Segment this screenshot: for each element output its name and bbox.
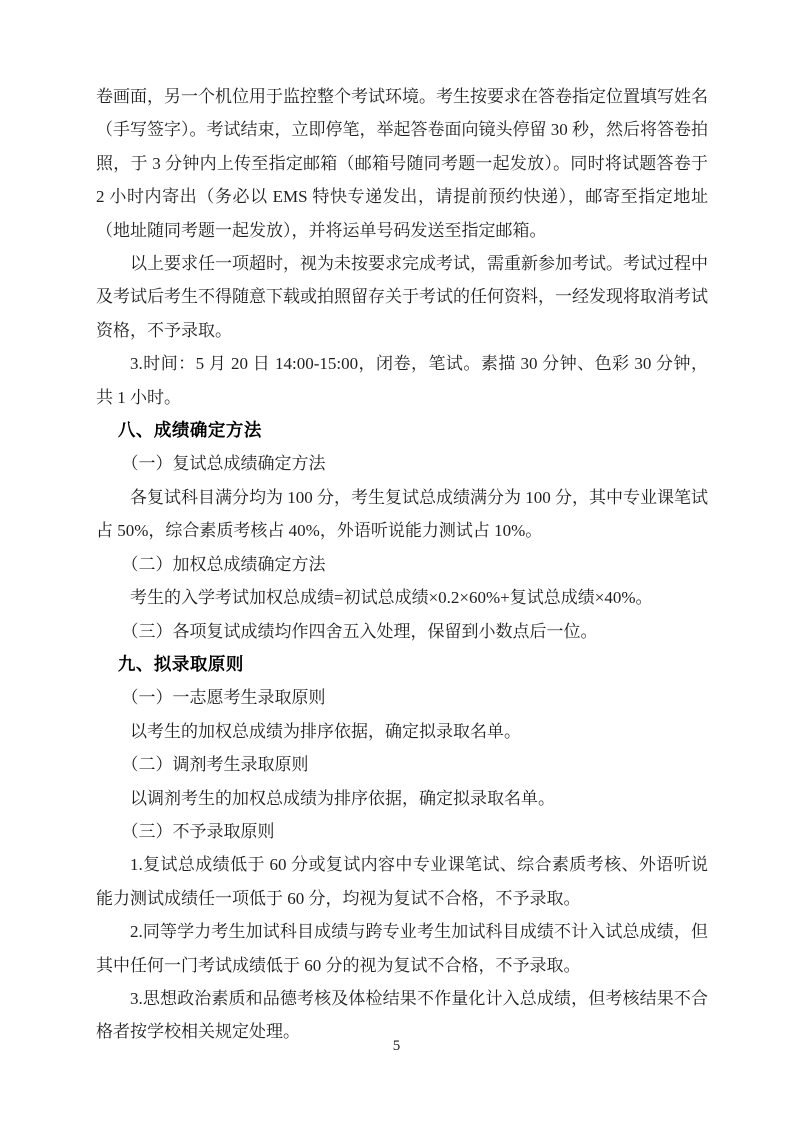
subsection-heading: （一）复试总成绩确定方法 — [121, 454, 326, 474]
paragraph: 以调剂考生的加权总成绩为排序依据，确定拟录取名单。 — [130, 788, 555, 808]
subsection-heading: （二）加权总成绩确定方法 — [121, 554, 326, 574]
section-heading: 九、拟录取原则 — [117, 653, 244, 674]
paragraph: 3.时间：5 月 20 日 14:00-15:00，闭卷，笔试。素描 30 分钟、色彩 30 分钟，共 1 小时。 — [96, 354, 708, 407]
paragraph: 考生的入学考试加权总成绩=初试总成绩×0.2×60%+复试总成绩×40%。 — [130, 588, 653, 608]
subsection-heading: （三）不予录取原则 — [121, 821, 275, 841]
subsection-heading: （三）各项复试成绩均作四舍五入处理，保留到小数点后一位。 — [121, 621, 598, 641]
paragraph: 2.同等学力考生加试科目成绩与跨专业考生加试科目成绩不计入试总成绩，但其中任何一门考试成绩低于 60 分的视为复试不合格，不予录取。 — [96, 922, 708, 975]
page-number: 5 — [392, 1038, 401, 1054]
document-body — [96, 80, 708, 1049]
paragraph: 1.复试总成绩低于 60 分或复试内容中专业课笔试、综合素质考核、外语听说能力测试成绩任一项低于 60 分，均视为复试不合格，不予录取。 — [96, 855, 708, 908]
paragraph: 以上要求任一项超时，视为未按要求完成考试，需重新参加考试。考试过程中及考试后考生不得随意下载或拍照留存关于考试的任何资料，一经发现将取消考试资格，不予录取。 — [96, 254, 708, 340]
paragraph: 各复试科目满分均为 100 分，考生复试总成绩满分为 100 分，其中专业课笔试占 50%，综合素质考核占 40%，外语听说能力测试占 10%。 — [96, 487, 708, 541]
paragraph: 以考生的加权总成绩为排序依据，确定拟录取名单。 — [130, 721, 521, 741]
subsection-heading: （一）一志愿考生录取原则 — [121, 688, 326, 708]
subsection-heading: （二）调剂考生录取原则 — [121, 755, 309, 775]
paragraph: 3.思想政治素质和品德考核及体检结果不作量化计入总成绩，但考核结果不合格者按学校相关规定处理。 — [96, 988, 708, 1042]
section-heading: 八、成绩确定方法 — [117, 420, 262, 441]
paragraph: 卷画面，另一个机位用于监控整个考试环境。考生按要求在答卷指定位置填写姓名（手写签字）。考试结束，立即停笔，举起答卷面向镜头停留 30 秒，然后将答卷拍照，于 3 分钟内上传至指定邮箱（邮箱号随同考题一起发放）。同时将试题答卷于 2 小时内寄出（务必以 EMS 特快专递发出，请提前预约快递），邮寄至指定地址（地址随同考题一起发放），并将运单号码发送至指定邮箱。 — [96, 87, 708, 240]
